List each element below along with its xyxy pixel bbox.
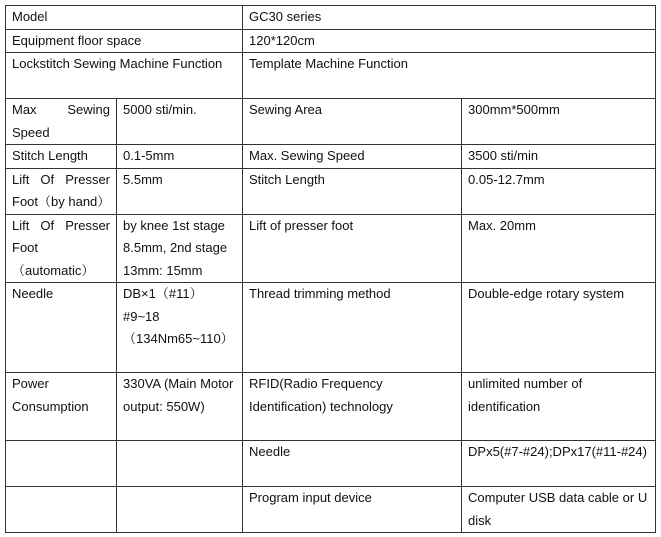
right-spec-value: 0.05-12.7mm [462,168,656,214]
left-spec-value: 0.1-5mm [117,145,243,169]
left-spec-value: 5000 sti/min. [117,99,243,145]
table-row [6,373,656,441]
left-spec-label: Lift Of Presser Foot（by hand） [6,168,117,214]
floor-space-value: 120*120cm [243,29,656,53]
right-spec-label: Max. Sewing Speed [243,145,462,169]
right-spec-label: RFID(Radio Frequency Identification) technology [243,373,462,441]
right-spec-value: Max. 20mm [462,214,656,283]
right-spec-label: Thread trimming method [243,283,462,373]
left-spec-label: Needle [6,283,117,373]
right-spec-label: Stitch Length [243,168,462,214]
table-row [6,214,656,283]
table-row [6,145,656,169]
left-spec-label: Power Consumption [6,373,117,441]
table-row [6,6,656,30]
table-row [6,441,656,487]
right-spec-label: Needle [243,441,462,487]
left-spec-label: Lift Of Presser Foot （automatic） [6,214,117,283]
right-spec-value: 3500 sti/min [462,145,656,169]
left-spec-label [6,487,117,533]
right-spec-label: Lift of presser foot [243,214,462,283]
table-row [6,53,656,99]
model-label: Model [6,6,243,30]
floor-space-label: Equipment floor space [6,29,243,53]
table-row [6,168,656,214]
left-spec-value: by knee 1st stage 8.5mm, 2nd stage 13mm: 15mm [117,214,243,283]
left-spec-value: DB×1（#11） #9~18 （134Nm65~110） [117,283,243,373]
left-spec-label: Max Sewing Speed [6,99,117,145]
right-spec-value: DPx5(#7-#24);DPx17(#11-#24) [462,441,656,487]
table-row [6,29,656,53]
table-row [6,487,656,533]
right-spec-value: Double-edge rotary system [462,283,656,373]
right-spec-label: Program input device [243,487,462,533]
right-spec-label: Sewing Area [243,99,462,145]
left-spec-label [6,441,117,487]
table-row [6,99,656,145]
left-spec-value: 330VA (Main Motor output: 550W) [117,373,243,441]
right-spec-value: unlimited number of identification [462,373,656,441]
right-spec-value: 300mm*500mm [462,99,656,145]
left-spec-value: 5.5mm [117,168,243,214]
template-function-heading: Template Machine Function [243,53,656,99]
lockstitch-function-heading: Lockstitch Sewing Machine Function [6,53,243,99]
right-spec-value: Computer USB data cable or U disk [462,487,656,533]
left-spec-value [117,487,243,533]
left-spec-label: Stitch Length [6,145,117,169]
table-row [6,283,656,373]
model-value: GC30 series [243,6,656,30]
left-spec-value [117,441,243,487]
spec-table [5,5,656,533]
